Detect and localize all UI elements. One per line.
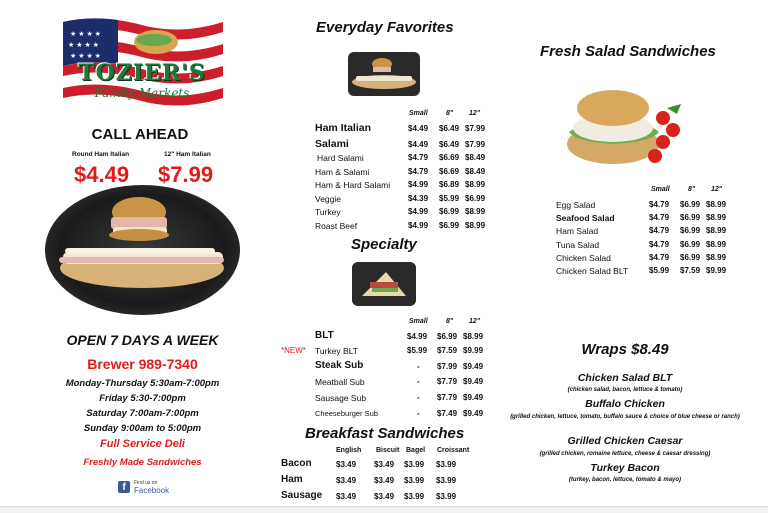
price-8: $7.99 [437,362,458,371]
price-small: - [417,362,420,371]
everyday-size-8: 8" [446,110,454,117]
price-8: $6.99 [439,207,460,216]
call-ahead-item-1-label: Round Ham Italian [72,151,130,158]
hours-sat: Saturday 7:00am-7:00pm [86,408,199,419]
svg-text:★ ★ ★ ★: ★ ★ ★ ★ [70,53,101,60]
salad-size-small: Small [651,186,670,193]
facebook-icon: f [118,481,130,493]
logo-subtitle: Family Markets [94,86,190,100]
everyday-photo [348,52,420,96]
salad-size-8: 8" [688,186,696,193]
price-8: $6.99 [680,240,701,249]
wrap-name-3: Grilled Chicken Caesar [567,435,683,447]
price-12: $9.49 [463,377,484,386]
hours-fri: Friday 5:30-7:00pm [99,393,186,404]
call-ahead-item-1-price: $4.49 [74,162,130,187]
price-croissant: $3.99 [436,460,457,469]
price-small: $4.79 [408,153,429,162]
item-name: Chicken Salad [556,253,611,263]
logo-name: TOZIER'S [78,60,206,86]
item-name: Ham & Salami [315,167,370,177]
price-8: $7.59 [437,346,458,355]
price-8: $6.69 [439,153,460,162]
wrap-desc-1: (chicken salad, bacon, lettuce & tomato) [567,387,683,393]
item-name: Roast Beef [315,221,358,231]
price-12: $6.99 [465,194,486,203]
price-12: $7.99 [465,140,486,149]
freshly-made: Freshly Made Sandwiches [83,457,202,468]
item-name: Egg Salad [556,200,596,210]
wrap-desc-3: (grilled chicken, romaine lettuce, cheese & caesar dressing) [539,451,711,457]
price-8: $6.69 [439,167,460,176]
price-8: $6.49 [439,124,460,133]
item-name: Cheeseburger Sub [315,409,378,418]
item-name: Salami [315,138,349,150]
price-croissant: $3.99 [436,492,457,501]
price-small: $4.79 [649,253,670,262]
price-8: $7.79 [437,377,458,386]
specialty-size-8: 8" [446,318,454,325]
price-small: $4.79 [649,200,670,209]
specialty-title: Specialty [351,236,417,253]
price-12: $8.99 [706,213,727,222]
everyday-favorites-title: Everyday Favorites [316,19,454,36]
price-small: $4.99 [407,332,428,341]
price-8: $7.49 [437,409,458,418]
price-bagel: $3.99 [404,476,425,485]
price-english: $3.49 [336,492,357,501]
price-small: - [417,409,420,418]
price-8: $6.99 [680,226,701,235]
price-8: $6.99 [680,213,701,222]
price-12: $8.49 [465,167,486,176]
breakfast-col-biscuit: Biscuit [376,447,400,454]
price-8: $6.99 [439,221,460,230]
item-name: Chicken Salad BLT [556,266,629,276]
price-12: $9.99 [706,266,727,275]
salad-size-12: 12" [711,186,723,193]
price-small: $5.99 [407,346,428,355]
everyday-size-small: Small [409,110,428,117]
everyday-size-12: 12" [469,110,481,117]
price-small: - [417,377,420,386]
price-bagel: $3.99 [404,492,425,501]
price-small: $4.79 [408,167,429,176]
item-name: Hard Salami [317,153,364,163]
call-ahead-item-2-price: $7.99 [158,162,214,187]
call-ahead-title: CALL AHEAD [91,126,189,143]
item-name: Ham [281,474,303,485]
item-name: Turkey BLT [315,346,358,356]
item-name: Ham & Hard Salami [315,180,391,190]
facebook-small-text: Find us on [134,480,158,486]
price-small: $4.49 [408,124,429,133]
hours-sun: Sunday 9:00am to 5:00pm [83,423,202,434]
item-name: BLT [315,330,334,341]
item-name: Ham Salad [556,226,599,236]
price-8: $6.49 [439,140,460,149]
price-english: $3.49 [336,460,357,469]
fresh-salad-title: Fresh Salad Sandwiches [540,43,716,60]
wrap-desc-4: (turkey, bacon, lettuce, tomato & mayo) [568,477,682,483]
price-12: $8.99 [463,332,484,341]
wrap-desc-2: (grilled chicken, lettuce, tomato, buffalo sauce & choice of blue cheese or ranch) [510,414,740,420]
store-phone[interactable]: Brewer 989-7340 [87,356,198,372]
facebook-text: Facebook [134,486,170,495]
price-small: $4.99 [408,180,429,189]
new-badge: *NEW* [281,346,306,355]
breakfast-col-english: English [336,447,362,454]
price-biscuit: $3.49 [374,492,395,501]
price-12: $8.99 [706,200,727,209]
price-8: $6.99 [680,200,701,209]
price-12: $8.99 [465,207,486,216]
price-small: $4.79 [649,226,670,235]
price-english: $3.49 [336,476,357,485]
price-small: $5.99 [649,266,670,275]
wrap-name-4: Turkey Bacon [590,462,660,474]
item-name: Ham Italian [315,122,372,134]
price-12: $8.99 [465,180,486,189]
price-8: $6.99 [437,332,458,341]
chicken-salad-photo [555,84,695,176]
price-biscuit: $3.49 [374,460,395,469]
price-8: $6.99 [680,253,701,262]
svg-text:★ ★ ★ ★: ★ ★ ★ ★ [68,42,99,49]
hours-mon-thu: Monday-Thursday 5:30am-7:00pm [65,378,220,389]
price-8: $7.59 [680,266,701,275]
price-12: $7.99 [465,124,486,133]
item-name: Tuna Salad [556,240,600,250]
price-12: $8.99 [706,253,727,262]
price-croissant: $3.99 [436,476,457,485]
price-small: $4.39 [408,194,429,203]
call-ahead-item-2-label: 12" Ham Italian [164,151,211,158]
svg-text:★ ★ ★ ★: ★ ★ ★ ★ [70,31,101,38]
price-12: $9.99 [463,346,484,355]
price-12: $8.99 [706,240,727,249]
open-7-days: OPEN 7 DAYS A WEEK [66,332,219,348]
price-12: $9.49 [463,409,484,418]
specialty-size-small: Small [409,318,428,325]
price-12: $8.99 [706,226,727,235]
specialty-size-12: 12" [469,318,481,325]
item-name: Steak Sub [315,360,364,371]
price-small: $4.79 [649,240,670,249]
price-small: $4.49 [408,140,429,149]
wrap-name-1: Chicken Salad BLT [577,372,673,384]
ham-italian-photo [45,185,240,315]
price-8: $5.99 [439,194,460,203]
item-name: Sausage [281,490,323,501]
item-name: Seafood Salad [556,213,615,223]
price-biscuit: $3.49 [374,476,395,485]
price-12: $9.49 [463,362,484,371]
price-small: - [417,393,420,402]
price-8: $6.89 [439,180,460,189]
specialty-photo [352,262,416,306]
price-12: $8.99 [465,221,486,230]
price-small: $4.99 [408,207,429,216]
breakfast-title: Breakfast Sandwiches [305,425,465,442]
item-name: Sausage Sub [315,393,367,403]
logo [58,14,228,122]
price-bagel: $3.99 [404,460,425,469]
breakfast-col-croissant: Croissant [437,447,470,454]
item-name: Bacon [281,458,312,469]
price-small: $4.79 [649,213,670,222]
item-name: Turkey [315,207,341,217]
item-name: Meatball Sub [315,377,365,387]
full-service-deli: Full Service Deli [100,438,185,450]
breakfast-col-bagel: Bagel [406,447,426,454]
wraps-title: Wraps $8.49 [581,341,669,358]
price-12: $8.49 [465,153,486,162]
price-12: $9.49 [463,393,484,402]
price-8: $7.79 [437,393,458,402]
facebook-link[interactable] [118,480,188,498]
wrap-name-2: Buffalo Chicken [585,398,665,410]
item-name: Veggie [315,194,341,204]
price-small: $4.99 [408,221,429,230]
